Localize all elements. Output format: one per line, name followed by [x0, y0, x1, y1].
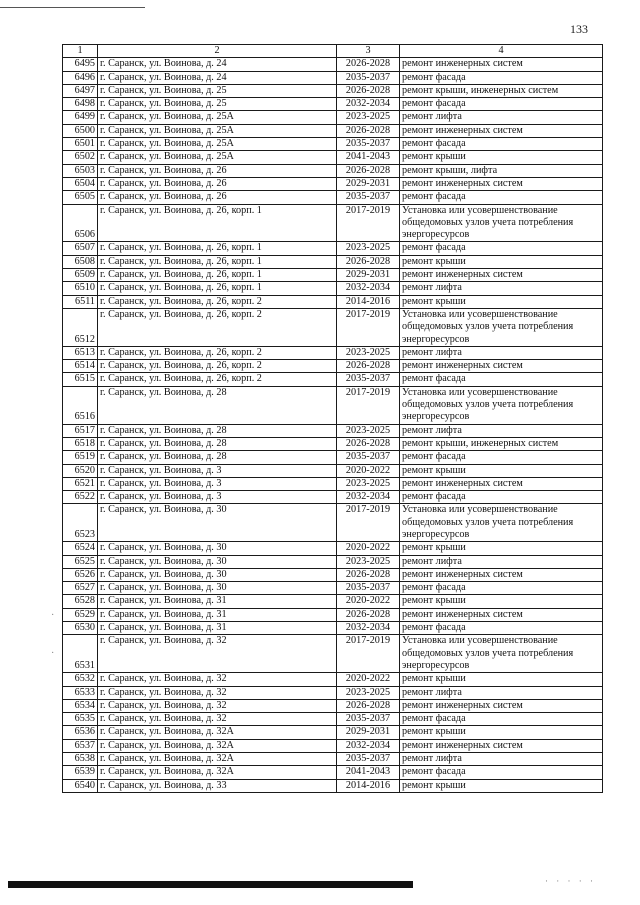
row-work: ремонт крыши, лифта — [400, 164, 603, 177]
row-address: г. Саранск, ул. Воинова, д. 26, корп. 2 — [98, 308, 337, 346]
row-period: 2026-2028 — [337, 568, 400, 581]
row-work: ремонт крыши, инженерных систем — [400, 84, 603, 97]
page-number: 133 — [570, 22, 588, 36]
table-row — [63, 608, 603, 621]
row-period: 2032-2034 — [337, 622, 400, 635]
table-row — [63, 295, 603, 308]
row-work: ремонт крыши — [400, 255, 603, 268]
row-number: 6522 — [63, 491, 98, 504]
row-number: 6530 — [63, 622, 98, 635]
row-address: г. Саранск, ул. Воинова, д. 3 — [98, 464, 337, 477]
row-period: 2032-2034 — [337, 739, 400, 752]
table-row — [63, 124, 603, 137]
table-row — [63, 308, 603, 346]
row-work: ремонт инженерных систем — [400, 739, 603, 752]
row-address: г. Саранск, ул. Воинова, д. 26, корп. 1 — [98, 204, 337, 242]
row-period: 2020-2022 — [337, 464, 400, 477]
row-work: ремонт крыши, инженерных систем — [400, 437, 603, 450]
row-address: г. Саранск, ул. Воинова, д. 32А — [98, 766, 337, 779]
row-number: 6516 — [63, 386, 98, 424]
row-work: ремонт фасада — [400, 138, 603, 151]
row-number: 6525 — [63, 555, 98, 568]
row-address: г. Саранск, ул. Воинова, д. 24 — [98, 71, 337, 84]
row-address: г. Саранск, ул. Воинова, д. 26, корп. 2 — [98, 373, 337, 386]
table-row — [63, 373, 603, 386]
row-number: 6523 — [63, 504, 98, 542]
row-number: 6504 — [63, 177, 98, 190]
row-address: г. Саранск, ул. Воинова, д. 28 — [98, 451, 337, 464]
row-number: 6499 — [63, 111, 98, 124]
row-work: ремонт инженерных систем — [400, 269, 603, 282]
row-period: 2023-2025 — [337, 111, 400, 124]
row-number: 6514 — [63, 360, 98, 373]
row-period: 2026-2028 — [337, 124, 400, 137]
table-row — [63, 242, 603, 255]
row-period: 2035-2037 — [337, 753, 400, 766]
row-period: 2023-2025 — [337, 346, 400, 359]
table-row — [63, 269, 603, 282]
row-address: г. Саранск, ул. Воинова, д. 32 — [98, 635, 337, 673]
row-number: 6520 — [63, 464, 98, 477]
row-work: Установка или усовершенствование общедомовых узлов учета потребления энергоресурсов — [400, 386, 603, 424]
row-number: 6536 — [63, 726, 98, 739]
row-work: ремонт лифта — [400, 346, 603, 359]
row-address: г. Саранск, ул. Воинова, д. 30 — [98, 542, 337, 555]
row-number: 6535 — [63, 713, 98, 726]
row-number: 6507 — [63, 242, 98, 255]
table-row — [63, 699, 603, 712]
table-row — [63, 542, 603, 555]
row-address: г. Саранск, ул. Воинова, д. 25А — [98, 138, 337, 151]
row-number: 6531 — [63, 635, 98, 673]
row-address: г. Саранск, ул. Воинова, д. 26, корп. 2 — [98, 346, 337, 359]
bottom-dots: · · · · · — [545, 876, 596, 886]
header-cell-2: 2 — [98, 45, 337, 58]
row-number: 6527 — [63, 582, 98, 595]
row-work: ремонт инженерных систем — [400, 58, 603, 71]
row-work: ремонт лифта — [400, 686, 603, 699]
row-work: ремонт фасада — [400, 713, 603, 726]
header-cell-4: 4 — [400, 45, 603, 58]
row-work: ремонт крыши — [400, 151, 603, 164]
row-period: 2041-2043 — [337, 151, 400, 164]
row-address: г. Саранск, ул. Воинова, д. 25А — [98, 151, 337, 164]
table-row — [63, 726, 603, 739]
row-address: г. Саранск, ул. Воинова, д. 28 — [98, 437, 337, 450]
row-period: 2041-2043 — [337, 766, 400, 779]
row-period: 2014-2016 — [337, 295, 400, 308]
row-period: 2017-2019 — [337, 386, 400, 424]
row-address: г. Саранск, ул. Воинова, д. 31 — [98, 608, 337, 621]
row-number: 6509 — [63, 269, 98, 282]
row-number: 6524 — [63, 542, 98, 555]
row-period: 2026-2028 — [337, 608, 400, 621]
row-number: 6515 — [63, 373, 98, 386]
row-address: г. Саранск, ул. Воинова, д. 25А — [98, 111, 337, 124]
row-work: ремонт лифта — [400, 424, 603, 437]
row-address: г. Саранск, ул. Воинова, д. 32А — [98, 739, 337, 752]
row-period: 2035-2037 — [337, 451, 400, 464]
table-row — [63, 177, 603, 190]
row-number: 6508 — [63, 255, 98, 268]
table-body — [63, 45, 603, 793]
row-number: 6528 — [63, 595, 98, 608]
row-address: г. Саранск, ул. Воинова, д. 30 — [98, 568, 337, 581]
table-row — [63, 346, 603, 359]
margin-mark: · — [51, 610, 55, 621]
row-work: ремонт лифта — [400, 111, 603, 124]
row-period: 2035-2037 — [337, 191, 400, 204]
row-address: г. Саранск, ул. Воинова, д. 26 — [98, 191, 337, 204]
row-work: ремонт крыши — [400, 295, 603, 308]
row-number: 6513 — [63, 346, 98, 359]
row-period: 2035-2037 — [337, 373, 400, 386]
row-work: ремонт крыши — [400, 464, 603, 477]
row-work: ремонт фасада — [400, 491, 603, 504]
row-number: 6518 — [63, 437, 98, 450]
row-work: ремонт инженерных систем — [400, 477, 603, 490]
row-work: ремонт лифта — [400, 282, 603, 295]
table-row — [63, 582, 603, 595]
row-address: г. Саранск, ул. Воинова, д. 32А — [98, 753, 337, 766]
table-row — [63, 477, 603, 490]
row-address: г. Саранск, ул. Воинова, д. 30 — [98, 582, 337, 595]
row-period: 2017-2019 — [337, 308, 400, 346]
table-row — [63, 282, 603, 295]
row-number: 6496 — [63, 71, 98, 84]
row-address: г. Саранск, ул. Воинова, д. 26, корп. 2 — [98, 295, 337, 308]
row-period: 2026-2028 — [337, 360, 400, 373]
row-address: г. Саранск, ул. Воинова, д. 28 — [98, 386, 337, 424]
row-work: Установка или усовершенствование общедомовых узлов учета потребления энергоресурсов — [400, 504, 603, 542]
row-period: 2035-2037 — [337, 138, 400, 151]
row-number: 6497 — [63, 84, 98, 97]
row-work: ремонт фасада — [400, 373, 603, 386]
row-address: г. Саранск, ул. Воинова, д. 26, корп. 1 — [98, 255, 337, 268]
row-period: 2032-2034 — [337, 98, 400, 111]
table-row — [63, 686, 603, 699]
row-address: г. Саранск, ул. Воинова, д. 26 — [98, 177, 337, 190]
row-period: 2032-2034 — [337, 282, 400, 295]
row-period: 2020-2022 — [337, 673, 400, 686]
table-row — [63, 204, 603, 242]
row-number: 6502 — [63, 151, 98, 164]
table-row — [63, 255, 603, 268]
repair-schedule-table — [62, 44, 603, 793]
row-address: г. Саранск, ул. Воинова, д. 25 — [98, 98, 337, 111]
table-header-row — [63, 45, 603, 58]
row-period: 2032-2034 — [337, 491, 400, 504]
header-cell-1: 1 — [63, 45, 98, 58]
row-work: ремонт инженерных систем — [400, 699, 603, 712]
row-number: 6510 — [63, 282, 98, 295]
row-address: г. Саранск, ул. Воинова, д. 32А — [98, 726, 337, 739]
row-address: г. Саранск, ул. Воинова, д. 28 — [98, 424, 337, 437]
table-row — [63, 424, 603, 437]
table-row — [63, 111, 603, 124]
row-work: ремонт фасада — [400, 766, 603, 779]
row-number: 6532 — [63, 673, 98, 686]
row-period: 2035-2037 — [337, 582, 400, 595]
table-row — [63, 386, 603, 424]
table-row — [63, 504, 603, 542]
row-period: 2026-2028 — [337, 699, 400, 712]
table-row — [63, 464, 603, 477]
row-work: Установка или усовершенствование общедомовых узлов учета потребления энергоресурсов — [400, 635, 603, 673]
row-work: ремонт фасада — [400, 71, 603, 84]
table-row — [63, 71, 603, 84]
table-row — [63, 622, 603, 635]
row-work: ремонт фасада — [400, 622, 603, 635]
table-row — [63, 568, 603, 581]
row-period: 2026-2028 — [337, 255, 400, 268]
row-work: ремонт фасада — [400, 242, 603, 255]
row-address: г. Саранск, ул. Воинова, д. 30 — [98, 504, 337, 542]
table-row — [63, 779, 603, 792]
row-address: г. Саранск, ул. Воинова, д. 32 — [98, 673, 337, 686]
row-number: 6538 — [63, 753, 98, 766]
row-period: 2023-2025 — [337, 424, 400, 437]
row-work: Установка или усовершенствование общедомовых узлов учета потребления энергоресурсов — [400, 204, 603, 242]
table-row — [63, 437, 603, 450]
row-period: 2029-2031 — [337, 177, 400, 190]
table-row — [63, 58, 603, 71]
row-address: г. Саранск, ул. Воинова, д. 31 — [98, 595, 337, 608]
row-address: г. Саранск, ул. Воинова, д. 32 — [98, 686, 337, 699]
row-work: ремонт крыши — [400, 595, 603, 608]
row-address: г. Саранск, ул. Воинова, д. 33 — [98, 779, 337, 792]
row-address: г. Саранск, ул. Воинова, д. 26, корп. 1 — [98, 282, 337, 295]
table-row — [63, 451, 603, 464]
row-work: ремонт инженерных систем — [400, 608, 603, 621]
row-number: 6539 — [63, 766, 98, 779]
row-number: 6511 — [63, 295, 98, 308]
row-address: г. Саранск, ул. Воинова, д. 24 — [98, 58, 337, 71]
row-address: г. Саранск, ул. Воинова, д. 26 — [98, 164, 337, 177]
table-row — [63, 635, 603, 673]
row-number: 6506 — [63, 204, 98, 242]
row-period: 2020-2022 — [337, 542, 400, 555]
margin-mark: · — [51, 648, 55, 659]
row-address: г. Саранск, ул. Воинова, д. 26, корп. 1 — [98, 269, 337, 282]
table-row — [63, 98, 603, 111]
row-work: ремонт крыши — [400, 779, 603, 792]
row-address: г. Саранск, ул. Воинова, д. 25 — [98, 84, 337, 97]
row-period: 2023-2025 — [337, 477, 400, 490]
row-address: г. Саранск, ул. Воинова, д. 26, корп. 1 — [98, 242, 337, 255]
row-work: ремонт инженерных систем — [400, 568, 603, 581]
row-period: 2029-2031 — [337, 726, 400, 739]
row-number: 6533 — [63, 686, 98, 699]
row-period: 2023-2025 — [337, 686, 400, 699]
row-address: г. Саранск, ул. Воинова, д. 26, корп. 2 — [98, 360, 337, 373]
row-period: 2026-2028 — [337, 84, 400, 97]
row-period: 2026-2028 — [337, 437, 400, 450]
row-work: Установка или усовершенствование общедомовых узлов учета потребления энергоресурсов — [400, 308, 603, 346]
table-row — [63, 84, 603, 97]
row-number: 6503 — [63, 164, 98, 177]
bottom-bar — [8, 881, 413, 888]
row-period: 2014-2016 — [337, 779, 400, 792]
row-number: 6529 — [63, 608, 98, 621]
table-row — [63, 673, 603, 686]
table-row — [63, 191, 603, 204]
row-number: 6500 — [63, 124, 98, 137]
table-row — [63, 555, 603, 568]
row-work: ремонт фасада — [400, 191, 603, 204]
row-number: 6517 — [63, 424, 98, 437]
row-period: 2017-2019 — [337, 635, 400, 673]
row-address: г. Саранск, ул. Воинова, д. 32 — [98, 713, 337, 726]
table-row — [63, 739, 603, 752]
row-number: 6534 — [63, 699, 98, 712]
row-number: 6505 — [63, 191, 98, 204]
row-work: ремонт лифта — [400, 555, 603, 568]
table-row — [63, 138, 603, 151]
table-row — [63, 164, 603, 177]
row-address: г. Саранск, ул. Воинова, д. 25А — [98, 124, 337, 137]
row-address: г. Саранск, ул. Воинова, д. 32 — [98, 699, 337, 712]
row-work: ремонт фасада — [400, 582, 603, 595]
row-work: ремонт фасада — [400, 98, 603, 111]
top-rule — [0, 7, 145, 8]
row-work: ремонт крыши — [400, 542, 603, 555]
row-work: ремонт фасада — [400, 451, 603, 464]
table-row — [63, 360, 603, 373]
row-period: 2023-2025 — [337, 242, 400, 255]
row-period: 2026-2028 — [337, 58, 400, 71]
row-number: 6540 — [63, 779, 98, 792]
row-period: 2017-2019 — [337, 204, 400, 242]
row-period: 2017-2019 — [337, 504, 400, 542]
row-work: ремонт крыши — [400, 726, 603, 739]
row-address: г. Саранск, ул. Воинова, д. 3 — [98, 477, 337, 490]
row-period: 2029-2031 — [337, 269, 400, 282]
table-row — [63, 753, 603, 766]
row-address: г. Саранск, ул. Воинова, д. 3 — [98, 491, 337, 504]
table-row — [63, 713, 603, 726]
row-number: 6495 — [63, 58, 98, 71]
row-period: 2035-2037 — [337, 71, 400, 84]
row-work: ремонт инженерных систем — [400, 177, 603, 190]
row-period: 2020-2022 — [337, 595, 400, 608]
row-period: 2023-2025 — [337, 555, 400, 568]
row-work: ремонт инженерных систем — [400, 124, 603, 137]
row-number: 6526 — [63, 568, 98, 581]
table-row — [63, 151, 603, 164]
row-address: г. Саранск, ул. Воинова, д. 31 — [98, 622, 337, 635]
row-number: 6498 — [63, 98, 98, 111]
row-work: ремонт крыши — [400, 673, 603, 686]
table-row — [63, 766, 603, 779]
row-number: 6519 — [63, 451, 98, 464]
row-period: 2035-2037 — [337, 713, 400, 726]
row-period: 2026-2028 — [337, 164, 400, 177]
row-number: 6512 — [63, 308, 98, 346]
row-work: ремонт лифта — [400, 753, 603, 766]
table-row — [63, 595, 603, 608]
row-number: 6501 — [63, 138, 98, 151]
header-cell-3: 3 — [337, 45, 400, 58]
row-number: 6537 — [63, 739, 98, 752]
row-work: ремонт инженерных систем — [400, 360, 603, 373]
table-row — [63, 491, 603, 504]
row-address: г. Саранск, ул. Воинова, д. 30 — [98, 555, 337, 568]
row-number: 6521 — [63, 477, 98, 490]
